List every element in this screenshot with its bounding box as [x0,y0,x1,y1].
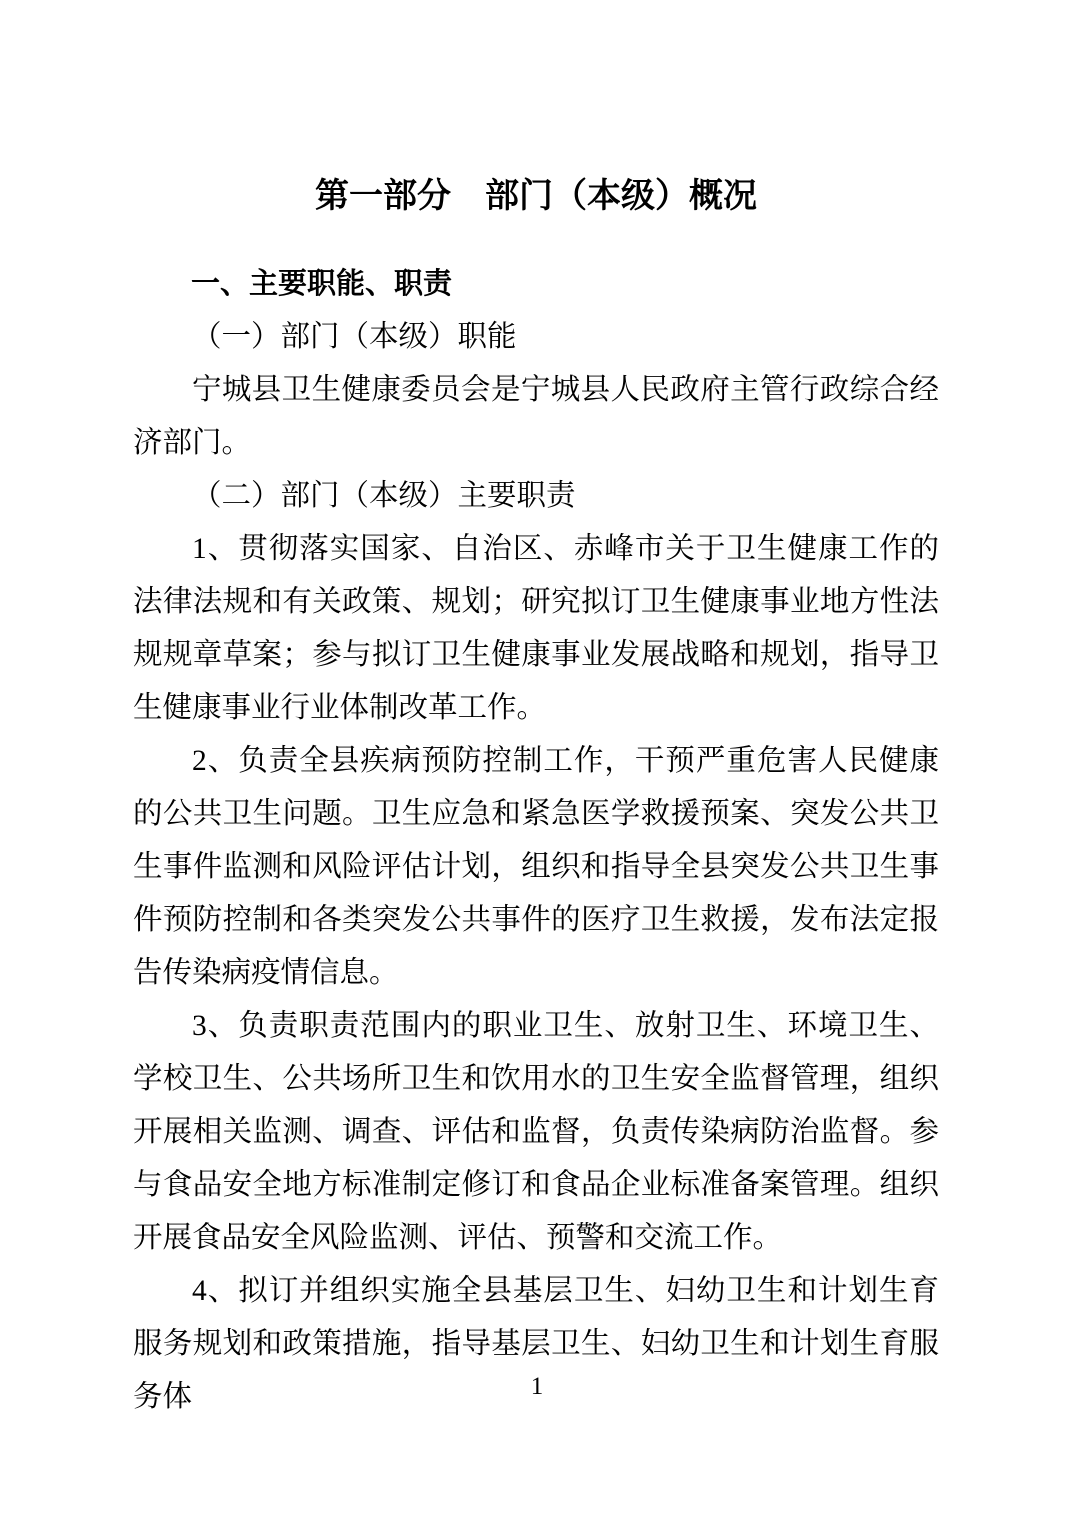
paragraph-department-intro: 宁城县卫生健康委员会是宁城县人民政府主管行政综合经济部门。 [133,374,939,459]
paragraph-duty-1: 1、贯彻落实国家、自治区、赤峰市关于卫生健康工作的法律法规和有关政策、规划；研究拟订卫生健康事业地方性法规规章草案；参与拟订卫生健康事业发展战略和规划，指导卫生健康事业行业体制改革工作。 [133,533,939,724]
section-heading-main-functions: 一、主要职能、职责 [191,268,453,300]
paragraph-duty-3: 3、负责职责范围内的职业卫生、放射卫生、环境卫生、学校卫生、公共场所卫生和饮用水的卫生安全监督管理，组织开展相关监测、调查、评估和监督，负责传染病防治监督。参与食品安全地方标准制定修订和食品企业标准备案管理。组织开展食品安全风险监测、评估、预警和交流工作。 [133,1010,939,1254]
subsection-heading-department-functions: （一）部门（本级）职能 [192,321,517,353]
paragraph-duty-4: 4、拟订并组织实施全县基层卫生、妇幼卫生和计划生育服务规划和政策措施，指导基层卫生、妇幼卫生和计划生育服务体 [133,1275,939,1413]
document-title: 第一部分 部门（本级）概况 [315,177,757,215]
paragraph-duty-2: 2、负责全县疾病预防控制工作，干预严重危害人民健康的公共卫生问题。卫生应急和紧急医学救援预案、突发公共卫生事件监测和风险评估计划，组织和指导全县突发公共卫生事件预防控制和各类突发公共事件的医疗卫生救援，发布法定报告传染病疫情信息。 [133,745,939,989]
page-number: 1 [530,1373,544,1400]
subsection-heading-main-duties: （二）部门（本级）主要职责 [192,480,576,512]
